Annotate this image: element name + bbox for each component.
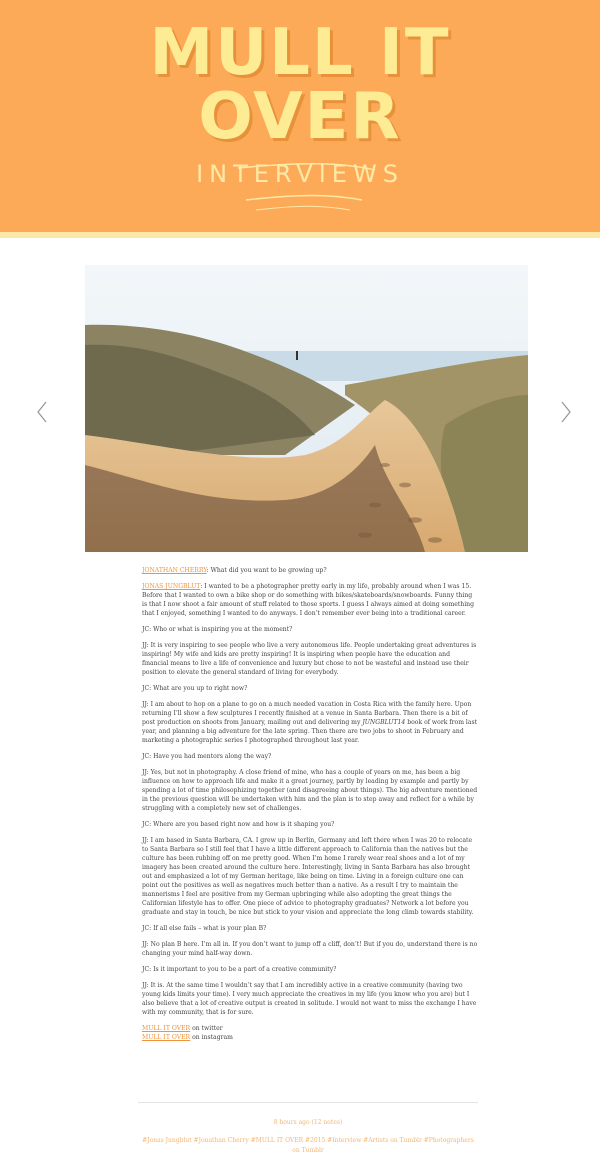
paragraph-12: JJ: No plan B here. I’m all in. If you don’t want to jump off a cliff, don’t! But if you do, understand there is no changing your mind half-way down.: [142, 941, 478, 957]
social-links: [142, 1024, 478, 1042]
paragraph-3: JC: Who or what is inspiring you at the moment?: [142, 626, 293, 633]
logo-subtitle: INTERVIEWS: [196, 160, 404, 188]
paragraph-5: JC: What are you up to right now?: [142, 685, 248, 692]
paragraph-9: JC: Where are you based right now and how is it shaping you?: [142, 821, 335, 828]
paragraph-10: JJ: I am based in Santa Barbara, CA. I grew up in Berlin, Germany and left there when I was 20 to relocate to Santa Barbara so I still feel that I have a little different approach to California than the natives but the culture has been rubbing off on me pretty good. When I’m home I rarely wear real shoes and a lot of my imagery has been created around the culture here. Interestingly, living in Santa Barbara has also brought out and emphasized a lot of my German heritage, like being on time. Living in a foreign culture one can point out the positives as well as negatives much better than a native. As a result I try to maintain the mannerisms I feel are positive from my German upbringing while also adopting the great things the Californian lifestyle has to offer. One piece of advice to photography graduates? Network a lot before you graduate and stay in touch, be nice but stick to your vision and appreciate the long climb towards stability.: [142, 837, 474, 916]
paragraph-6: [142, 700, 478, 745]
notes-link[interactable]: (12 notes): [311, 1119, 343, 1126]
answer-text: book of work from last year, and planning a big adventure for the late spring. Then there are two jobs to shoot in February and marketing a photographic series I photographed throughout last year.: [142, 719, 478, 744]
paragraph-13: JC: Is it important to you to be a part of a creative community?: [142, 966, 337, 973]
post-timestamp-link[interactable]: 8 hours ago: [273, 1119, 310, 1126]
chevron-left-icon[interactable]: [34, 400, 50, 424]
answer-text: : I wanted to be a photographer pretty early in my life, probably around when I was 15. Before that I wanted to own a bike shop or do something with bikes/skateboards/snowboards. Funny thing is that I now shoot a fair amount of stuff related to those sports. I guess I always aimed at doing something that I enjoyed, something I wanted to do anyways. I don’t remember ever being into a traditional career.: [142, 583, 474, 617]
sand-dune-photo: [85, 265, 528, 552]
twitter-suffix: on twitter: [190, 1025, 223, 1032]
paragraph-14: JJ: It is. At the same time I wouldn’t say that I am incredibly active in a creative community (having two young kids limits your time). I very much appreciate the creatives in my life (you know who you are) but I also believe that a lot of creative output is created in solitude. I would not want to miss the exchange I have with my community, that is for sure.: [142, 982, 477, 1016]
paragraph-11: JC: If all else fails – what is your plan B?: [142, 925, 267, 932]
question-text: : What did you want to be growing up?: [206, 567, 327, 574]
logo-line-1[interactable]: MULL IT: [149, 16, 451, 90]
twitter-line: [142, 1024, 478, 1033]
answer-text: JJ: I am about to hop on a plane to go on a much needed vacation in Costa Rica with the family here. Upon returning I’ll show a few sculptures I recently finished at a venue in Santa Barbara. Then there is a bit of post production on shoots from January, mailing out and delivering my: [142, 701, 472, 726]
book-title: JUNGBLUT14: [362, 719, 406, 726]
paragraph-1: [142, 566, 478, 575]
instagram-link[interactable]: MULL IT OVER: [142, 1034, 191, 1041]
post-meta: [138, 1119, 478, 1126]
interviewee-link[interactable]: JONAS JUNGBLUT: [142, 583, 201, 590]
post-photo[interactable]: [85, 265, 528, 552]
paragraph-2: [142, 582, 478, 618]
twitter-link[interactable]: MULL IT OVER: [142, 1025, 191, 1032]
paragraph-4: JJ: It is very inspiring to see people who live a very autonomous life. People undertaking great adventures is inspiring! My wife and kids are pretty inspiring! It is inspiring when people have the education and financial means to live a life of convenience and luxury but chose to not be wasteful and instead use their position to elevate the general standard of living for everybody.: [142, 642, 477, 676]
interviewer-link[interactable]: JONATHAN CHERRY: [142, 567, 207, 574]
paragraph-8: JJ: Yes, but not in photography. A close friend of mine, who has a couple of years on me, has been a big influence on how to approach life and make it a great journey, partly by leading by example and partly by spending a lot of time philosophizing together (and disagreeing about things). The big adventure mentioned in the previous question will be undertaken with him and the plan is to step away and reflect for a while by struggling with a completely new set of challenges.: [142, 769, 478, 812]
post-tags[interactable]: #Jonas Jungblut #Jonathan Cherry #MULL IT OVER #2015 #Interview #Artists on Tumblr #Photographers on Tumblr: [142, 1137, 474, 1154]
paragraph-7: JC: Have you had mentors along the way?: [142, 753, 272, 760]
divider: [138, 1102, 478, 1103]
post-body: [142, 566, 478, 1042]
instagram-line: [142, 1033, 478, 1042]
logo-line-2[interactable]: OVER: [198, 80, 402, 154]
site-header: [0, 0, 600, 238]
instagram-suffix: on instagram: [190, 1034, 233, 1041]
chevron-right-icon[interactable]: [558, 400, 574, 424]
